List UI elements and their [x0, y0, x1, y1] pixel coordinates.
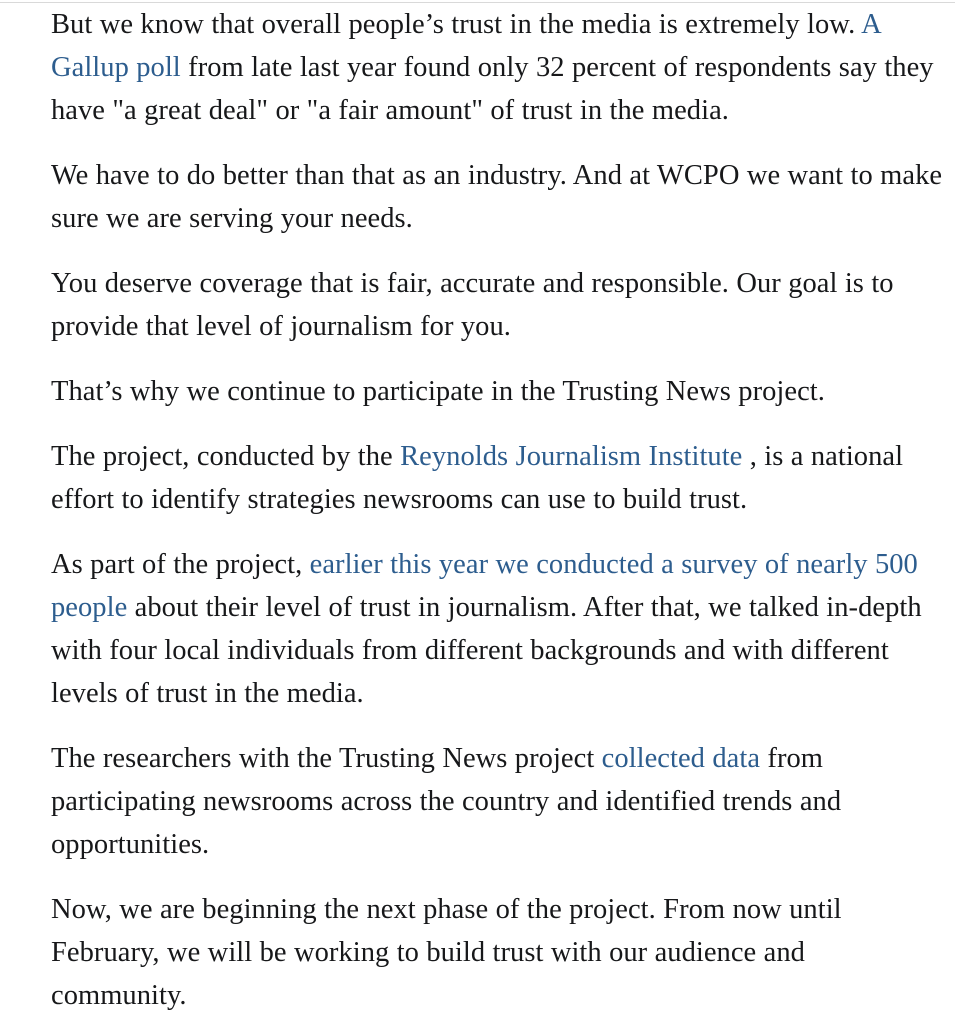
inline-link[interactable]: earlier this year we conducted a survey of nearly 500 people: [51, 549, 918, 623]
text-run: As part of the project,: [51, 549, 310, 580]
paragraph-p8: [51, 888, 944, 1017]
text-run: You deserve coverage that is fair, accurate and responsible. Our goal is to provide that level of journalism for you.: [51, 268, 894, 342]
text-run: The researchers with the Trusting News project: [51, 743, 602, 774]
inline-link[interactable]: A Gallup poll: [51, 9, 881, 83]
paragraph-p6: [51, 543, 944, 715]
text-run: from late last year found only 32 percent of respondents say they have "a great deal" or "a fair amount" of trust in the media.: [51, 52, 934, 126]
text-run: The project, conducted by the: [51, 441, 401, 472]
text-run: But we know that overall people’s trust in the media is extremely low.: [51, 9, 862, 40]
text-run: That’s why we continue to participate in the Trusting News project.: [51, 376, 825, 407]
text-run: from participating newsrooms across the country and identified trends and opportunities.: [51, 743, 842, 860]
paragraph-p4: [51, 370, 944, 413]
text-run: We have to do better than that as an industry. And at WCPO we want to make sure we are serving your needs.: [51, 160, 943, 234]
text-run: Now, we are beginning the next phase of the project. From now until February, we will be working to build trust with our audience and community.: [51, 894, 842, 1011]
paragraph-p7: [51, 737, 944, 866]
paragraph-p2: [51, 154, 944, 240]
paragraph-p3: [51, 262, 944, 348]
text-run: , is a national effort to identify strategies newsrooms can use to build trust.: [51, 441, 904, 515]
text-run: about their level of trust in journalism. After that, we talked in-depth with four local individuals from different backgrounds and with different levels of trust in the media.: [51, 592, 922, 709]
paragraph-p1: [51, 3, 944, 132]
inline-link[interactable]: Reynolds Journalism Institute: [400, 441, 750, 472]
article-body: [51, 0, 944, 1024]
inline-link[interactable]: collected data: [601, 743, 761, 774]
paragraph-p5: [51, 435, 944, 521]
